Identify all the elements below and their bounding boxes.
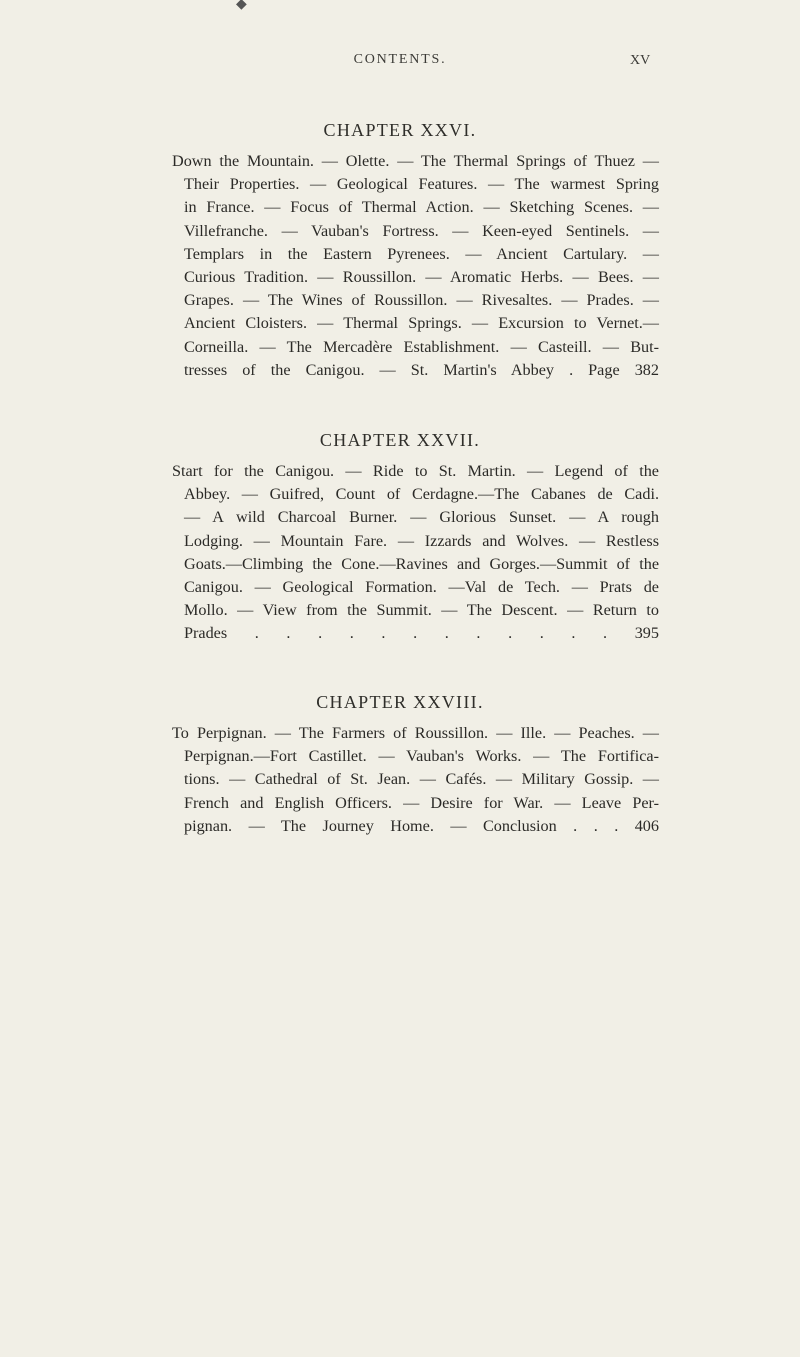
ornament-mark: ◆	[236, 0, 247, 12]
summary-line: French and English Officers. — Desire for War. — Leave Per-	[184, 793, 659, 812]
chapter-xxvii-summary	[172, 460, 659, 646]
summary-line: — A wild Charcoal Burner. — Glorious Sunset. — A rough	[184, 508, 659, 527]
page-number: XV	[630, 53, 651, 68]
summary-line: Down the Mountain. — Olette. — The Thermal Springs of Thuez —	[172, 152, 659, 170]
chapter-title: CHAPTER XXVIII.	[316, 692, 484, 712]
summary-line: Villefranche. — Vauban's Fortress. — Keen-eyed Sentinels. —	[184, 221, 659, 240]
summary-line: Goats.—Climbing the Cone.—Ravines and Gorges.—Summit of the	[184, 554, 659, 573]
running-header-title: CONTENTS.	[353, 52, 447, 67]
summary-line: Mollo. — View from the Summit. — The Descent. — Return to	[184, 601, 659, 620]
summary-line: Templars in the Eastern Pyrenees. — Ancient Cartulary. —	[184, 244, 659, 263]
chapter-xxvi-summary	[172, 150, 659, 382]
summary-line: Start for the Canigou. — Ride to St. Martin. — Legend of the	[172, 462, 659, 480]
summary-line: Ancient Cloisters. — Thermal Springs. — Excursion to Vernet.—	[184, 314, 659, 333]
summary-line-with-page: Prades . . . . . . . . . . . . 395	[184, 624, 659, 643]
summary-line: Curious Tradition. — Roussillon. — Aromatic Herbs. — Bees. —	[184, 268, 659, 287]
summary-line: Corneilla. — The Mercadère Establishment. — Casteill. — But-	[184, 337, 659, 356]
chapter-title: CHAPTER XXVI.	[323, 120, 477, 140]
summary-line: in France. — Focus of Thermal Action. — Sketching Scenes. —	[184, 198, 659, 217]
summary-line: To Perpignan. — The Farmers of Roussillon. — Ille. — Peaches. —	[172, 724, 659, 742]
summary-line: Grapes. — The Wines of Roussillon. — Rivesaltes. — Prades. —	[184, 291, 659, 310]
chapter-xxvi	[0, 120, 800, 141]
summary-line: Abbey. — Guifred, Count of Cerdagne.—The Cabanes de Cadi.	[184, 485, 659, 504]
summary-line-with-page: tresses of the Canigou. — St. Martin's Abbey . Page 382	[184, 360, 659, 379]
summary-line: Their Properties. — Geological Features. — The warmest Spring	[184, 175, 659, 194]
summary-line: Perpignan.—Fort Castillet. — Vauban's Works. — The Fortifica-	[184, 747, 659, 766]
summary-line: tions. — Cathedral of St. Jean. — Cafés. — Military Gossip. —	[184, 770, 659, 789]
chapter-xxvii	[0, 430, 800, 451]
chapter-title: CHAPTER XXVII.	[319, 430, 481, 450]
chapter-xxviii-summary	[172, 722, 659, 838]
summary-line-with-page: pignan. — The Journey Home. — Conclusion . . . 406	[184, 816, 659, 835]
summary-line: Lodging. — Mountain Fare. — Izzards and Wolves. — Restless	[184, 531, 659, 550]
chapter-xxviii	[0, 692, 800, 713]
summary-line: Canigou. — Geological Formation. —Val de Tech. — Prats de	[184, 578, 659, 597]
